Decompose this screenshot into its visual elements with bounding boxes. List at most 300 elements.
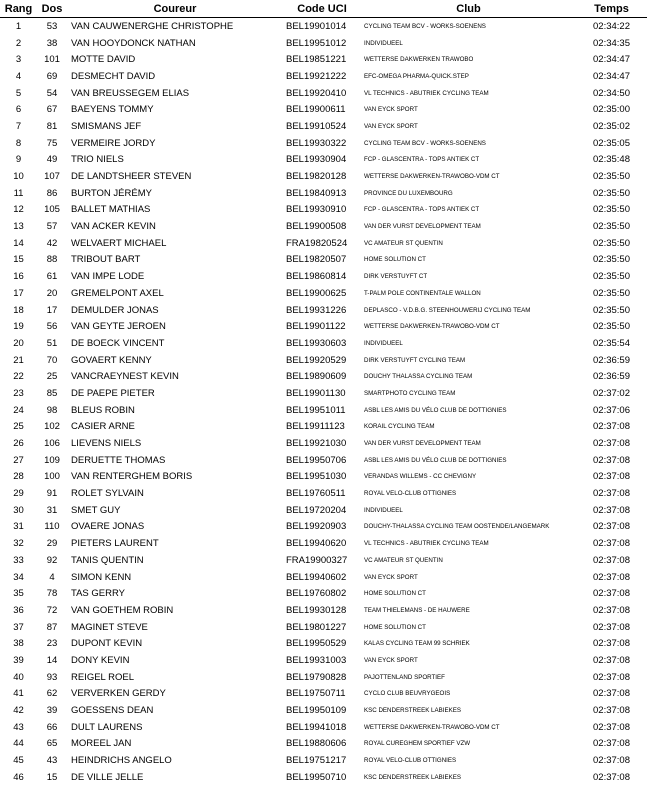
cell-dos: 91	[46, 488, 58, 500]
cell-rang: 42	[13, 705, 24, 717]
cell-dos: 54	[46, 87, 58, 99]
cell-uci: BEL19951011	[286, 404, 346, 416]
table-row	[0, 736, 647, 753]
cell-club: ASBL LES AMIS DU VÉLO CLUB DE DOTTIGNIES	[364, 406, 507, 414]
cell-temps: 02:35:54	[593, 337, 630, 349]
cell-club: VC AMATEUR ST QUENTIN	[364, 556, 443, 564]
table-row	[0, 352, 647, 369]
cell-uci: BEL19750711	[286, 688, 346, 700]
cell-uci: BEL19940602	[286, 571, 347, 583]
cell-temps: 02:37:08	[593, 654, 630, 666]
table-row	[0, 118, 647, 135]
cell-uci: BEL19720204	[286, 504, 347, 516]
cell-coureur: ROLET SYLVAIN	[71, 488, 144, 500]
cell-coureur: PIETERS LAURENT	[71, 538, 159, 550]
cell-rang: 45	[13, 755, 24, 767]
cell-rang: 24	[13, 404, 24, 416]
cell-club: ROYAL CUREGHEM SPORTIEF VZW	[364, 740, 471, 748]
cell-temps: 02:37:08	[593, 454, 630, 466]
cell-temps: 02:34:22	[593, 20, 630, 32]
cell-temps: 02:37:02	[593, 387, 630, 399]
cell-temps: 02:37:08	[593, 571, 630, 583]
cell-club: DIRK VERSTUYFT CT	[364, 273, 428, 281]
table-row	[0, 335, 647, 352]
cell-rang: 40	[13, 671, 24, 683]
cell-rang: 30	[13, 504, 24, 516]
cell-dos: 85	[46, 387, 58, 399]
cell-coureur: MAGINET STEVE	[71, 621, 148, 633]
table-row	[0, 85, 647, 102]
cell-uci: BEL19941018	[286, 721, 347, 733]
cell-dos: 106	[44, 438, 60, 450]
cell-rang: 26	[13, 438, 24, 450]
cell-dos: 20	[46, 287, 58, 299]
cell-uci: BEL19920903	[286, 521, 347, 533]
cell-uci: BEL19900508	[286, 221, 347, 233]
table-row	[0, 485, 647, 502]
cell-club: VAN DER VURST DEVELOPMENT TEAM	[364, 223, 481, 231]
cell-club: DIRK VERSTUYFT CYCLING TEAM	[364, 356, 466, 364]
cell-club: DEPLASCO - V.D.B.G. STEENHOUWERIJ CYCLING TEAM	[364, 306, 531, 314]
table-row	[0, 469, 647, 486]
cell-coureur: MOREEL JAN	[71, 738, 132, 750]
cell-uci: BEL19880606	[286, 738, 347, 750]
cell-uci: BEL19851221	[286, 54, 347, 66]
cell-coureur: VAN BREUSSEGEM ELIAS	[71, 87, 190, 99]
cell-uci: BEL19901122	[286, 321, 346, 333]
cell-club: HOME SOLUTION CT	[364, 590, 426, 598]
cell-temps: 02:37:08	[593, 521, 630, 533]
cell-dos: 25	[46, 371, 58, 383]
table-row	[0, 552, 647, 569]
cell-rang: 5	[15, 87, 22, 99]
cell-dos: 23	[46, 638, 58, 650]
cell-coureur: DERUETTE THOMAS	[71, 454, 166, 466]
cell-dos: 49	[46, 154, 58, 166]
cell-uci: BEL19940620	[286, 538, 347, 550]
cell-coureur: VAN RENTERGHEM BORIS	[71, 471, 193, 483]
cell-coureur: MOTTE DAVID	[71, 54, 136, 66]
cell-coureur: BALLET MATHIAS	[71, 204, 151, 216]
cell-rang: 12	[13, 204, 24, 216]
cell-club: WETTERSE DAKWERKEN-TRAWOBO-VDM CT	[364, 723, 500, 731]
cell-coureur: DUPONT KEVIN	[71, 638, 143, 650]
header-dos: Dos	[37, 0, 67, 18]
cell-temps: 02:37:08	[593, 771, 630, 783]
cell-temps: 02:37:08	[593, 504, 630, 516]
cell-rang: 43	[13, 721, 24, 733]
cell-rang: 36	[13, 604, 24, 616]
cell-coureur: GREMELPONT AXEL	[71, 287, 164, 299]
header-uci: Code UCI	[283, 0, 361, 18]
cell-coureur: TRIO NIELS	[71, 154, 124, 166]
cell-dos: 78	[46, 588, 58, 600]
table-row	[0, 619, 647, 636]
cell-club: WETTERSE DAKWERKEN TRAWOBO	[364, 56, 474, 64]
cell-rang: 31	[13, 521, 24, 533]
cell-rang: 13	[13, 221, 24, 233]
table-row	[0, 168, 647, 185]
cell-rang: 39	[13, 654, 24, 666]
cell-rang: 8	[15, 137, 22, 149]
table-row	[0, 385, 647, 402]
cell-dos: 62	[46, 688, 58, 700]
cell-uci: BEL19860814	[286, 271, 347, 283]
cell-rang: 10	[13, 171, 24, 183]
cell-dos: 105	[44, 204, 60, 216]
table-row	[0, 635, 647, 652]
cell-dos: 53	[46, 20, 58, 32]
table-row	[0, 368, 647, 385]
cell-dos: 88	[46, 254, 58, 266]
cell-temps: 02:35:50	[593, 204, 630, 216]
cell-uci: BEL19930910	[286, 204, 347, 216]
cell-rang: 38	[13, 638, 24, 650]
cell-rang: 15	[13, 254, 24, 266]
cell-temps: 02:37:08	[593, 621, 630, 633]
cell-club: INDIVIDUEEL	[364, 506, 403, 514]
cell-coureur: VERVERKEN GERDY	[71, 688, 166, 700]
cell-uci: BEL19890609	[286, 371, 347, 383]
cell-temps: 02:37:08	[593, 671, 630, 683]
table-row	[0, 268, 647, 285]
table-row	[0, 285, 647, 302]
cell-club: FCP - GLASCENTRA - TOPS ANTIEK CT	[364, 206, 480, 214]
cell-temps: 02:37:08	[593, 705, 630, 717]
cell-rang: 2	[15, 37, 22, 49]
table-row	[0, 585, 647, 602]
cell-uci: BEL19930603	[286, 337, 347, 349]
cell-club: ROYAL VELO-CLUB OTTIGNIES	[364, 757, 457, 765]
cell-dos: 107	[44, 171, 60, 183]
cell-uci: BEL19931003	[286, 654, 347, 666]
table-row	[0, 535, 647, 552]
cell-rang: 4	[15, 70, 22, 82]
cell-rang: 35	[13, 588, 24, 600]
table-row	[0, 68, 647, 85]
header-row	[0, 0, 647, 18]
cell-uci: BEL19901130	[286, 387, 346, 399]
table-row	[0, 35, 647, 52]
cell-rang: 18	[13, 304, 24, 316]
cell-uci: BEL19900625	[286, 287, 347, 299]
cell-club: ROYAL VELO-CLUB OTTIGNIES	[364, 490, 457, 498]
table-row	[0, 235, 647, 252]
header-temps: Temps	[576, 0, 647, 18]
header-club: Club	[361, 0, 576, 18]
cell-club: CYCLING TEAM BCV - WORKS-SOENENS	[364, 22, 486, 30]
cell-temps: 02:37:06	[593, 404, 630, 416]
table-row	[0, 519, 647, 536]
cell-coureur: DE BOECK VINCENT	[71, 337, 165, 349]
cell-temps: 02:35:50	[593, 221, 630, 233]
cell-coureur: VAN CAUWENERGHE CHRISTOPHE	[71, 20, 234, 32]
cell-coureur: BAEYENS TOMMY	[71, 104, 154, 116]
cell-club: DOUCHY THALASSA CYCLING TEAM	[364, 373, 473, 381]
cell-temps: 02:34:35	[593, 37, 630, 49]
cell-dos: 38	[46, 37, 58, 49]
cell-temps: 02:37:08	[593, 755, 630, 767]
cell-club: VL TECHNICS - ABUTRIEK CYCLING TEAM	[364, 89, 489, 97]
cell-rang: 27	[13, 454, 24, 466]
cell-coureur: VAN GEYTE JEROEN	[71, 321, 166, 333]
cell-dos: 51	[46, 337, 58, 349]
cell-temps: 02:35:50	[593, 187, 630, 199]
table-row	[0, 569, 647, 586]
cell-dos: 101	[44, 54, 60, 66]
cell-dos: 61	[46, 271, 58, 283]
cell-rang: 34	[13, 571, 24, 583]
cell-coureur: DULT LAURENS	[71, 721, 143, 733]
cell-coureur: VAN IMPE LODE	[71, 271, 145, 283]
cell-club: PAJOTTENLAND SPORTIEF	[364, 673, 445, 681]
cell-dos: 14	[46, 654, 58, 666]
cell-uci: BEL19801227	[286, 621, 347, 633]
cell-rang: 32	[13, 538, 24, 550]
cell-temps: 02:35:02	[593, 120, 630, 132]
cell-coureur: TANIS QUENTIN	[71, 554, 144, 566]
cell-temps: 02:37:08	[593, 688, 630, 700]
cell-rang: 22	[13, 371, 24, 383]
cell-uci: BEL19930904	[286, 154, 347, 166]
cell-temps: 02:37:08	[593, 738, 630, 750]
cell-coureur: VAN ACKER KEVIN	[71, 221, 156, 233]
cell-uci: BEL19760802	[286, 588, 347, 600]
cell-club: VAN EYCK SPORT	[364, 656, 418, 664]
cell-temps: 02:37:08	[593, 488, 630, 500]
cell-dos: 98	[46, 404, 58, 416]
cell-uci: BEL19751217	[286, 755, 347, 767]
cell-rang: 21	[13, 354, 24, 366]
cell-dos: 4	[49, 571, 55, 583]
cell-coureur: CASIER ARNE	[71, 421, 135, 433]
cell-coureur: VERMEIRE JORDY	[71, 137, 156, 149]
cell-rang: 37	[13, 621, 24, 633]
cell-club: WETTERSE DAKWERKEN-TRAWOBO-VDM CT	[364, 323, 500, 331]
cell-temps: 02:34:47	[593, 54, 630, 66]
table-row	[0, 302, 647, 319]
cell-coureur: TAS GERRY	[71, 588, 126, 600]
cell-coureur: LIEVENS NIELS	[71, 438, 142, 450]
table-row	[0, 652, 647, 669]
cell-dos: 56	[46, 321, 58, 333]
cell-club: PROVINCE DU LUXEMBOURG	[364, 189, 453, 197]
cell-coureur: BURTON JÉRÉMY	[71, 187, 152, 199]
cell-coureur: WELVAERT MICHAEL	[71, 237, 167, 249]
cell-rang: 7	[15, 120, 22, 132]
cell-rang: 14	[13, 237, 24, 249]
cell-club: VAN DER VURST DEVELOPMENT TEAM	[364, 440, 481, 448]
cell-club: VAN EYCK SPORT	[364, 122, 418, 130]
table-row	[0, 686, 647, 703]
cell-club: DOUCHY-THALASSA CYCLING TEAM OOSTENDE/LANGEMARK	[364, 523, 550, 531]
cell-temps: 02:35:50	[593, 254, 630, 266]
cell-dos: 75	[46, 137, 58, 149]
cell-temps: 02:37:08	[593, 638, 630, 650]
table-row	[0, 452, 647, 469]
cell-dos: 17	[46, 304, 58, 316]
cell-coureur: REIGEL ROEL	[71, 671, 135, 683]
cell-rang: 33	[13, 554, 24, 566]
cell-coureur: DE LANDTSHEER STEVEN	[71, 171, 192, 183]
cell-uci: BEL19921222	[286, 70, 347, 82]
cell-temps: 02:37:08	[593, 471, 630, 483]
cell-uci: BEL19760511	[286, 488, 346, 500]
cell-dos: 15	[46, 771, 58, 783]
cell-rang: 17	[13, 287, 24, 299]
cell-coureur: DE PAEPE PIETER	[71, 387, 155, 399]
cell-coureur: HEINDRICHS ANGELO	[71, 755, 172, 767]
cell-club: HOME SOLUTION CT	[364, 623, 426, 631]
cell-club: VERANDAS WILLEMS - CC CHEVIGNY	[364, 473, 477, 481]
cell-club: INDIVIDUEEL	[364, 339, 403, 347]
cell-uci: BEL19901014	[286, 20, 347, 32]
cell-dos: 66	[46, 721, 58, 733]
cell-temps: 02:35:48	[593, 154, 630, 166]
cell-uci: BEL19921030	[286, 438, 347, 450]
cell-club: KSC DENDERSTREEK LABIEKES	[364, 773, 461, 781]
cell-coureur: SMET GUY	[71, 504, 121, 516]
table-row	[0, 202, 647, 219]
cell-club: KSC DENDERSTREEK LABIEKES	[364, 707, 461, 715]
table-row	[0, 602, 647, 619]
cell-uci: FRA19820524	[286, 237, 348, 249]
cell-uci: BEL19920529	[286, 354, 347, 366]
cell-club: KALAS CYCLING TEAM 99 SCHRIEK	[364, 640, 470, 648]
header-rang: Rang	[0, 0, 37, 18]
cell-club: HOME SOLUTION CT	[364, 256, 426, 264]
cell-uci: BEL19950109	[286, 705, 347, 717]
cell-coureur: DONY KEVIN	[71, 654, 130, 666]
table-row	[0, 152, 647, 169]
table-row	[0, 502, 647, 519]
cell-coureur: VAN HOOYDONCK NATHAN	[71, 37, 196, 49]
cell-temps: 02:35:50	[593, 271, 630, 283]
cell-uci: BEL19930322	[286, 137, 347, 149]
cell-dos: 100	[44, 471, 60, 483]
cell-uci: BEL19950706	[286, 454, 347, 466]
cell-temps: 02:37:08	[593, 588, 630, 600]
cell-dos: 87	[46, 621, 58, 633]
cell-uci: BEL19820507	[286, 254, 347, 266]
cell-club: VAN EYCK SPORT	[364, 573, 418, 581]
cell-dos: 81	[46, 120, 58, 132]
cell-rang: 16	[13, 271, 24, 283]
cell-coureur: SMISMANS JEF	[71, 120, 142, 132]
cell-coureur: VAN GOETHEM ROBIN	[71, 604, 174, 616]
table-row	[0, 435, 647, 452]
cell-uci: BEL19950529	[286, 638, 347, 650]
cell-club: KORAIL CYCLING TEAM	[364, 423, 435, 431]
cell-coureur: DEMULDER JONAS	[71, 304, 159, 316]
table-row	[0, 101, 647, 118]
table-row	[0, 702, 647, 719]
cell-temps: 02:34:50	[593, 87, 630, 99]
cell-rang: 6	[15, 104, 22, 116]
cell-temps: 02:37:08	[593, 554, 630, 566]
cell-coureur: GOESSENS DEAN	[71, 705, 154, 717]
cell-rang: 19	[13, 321, 24, 333]
table-row	[0, 419, 647, 436]
cell-rang: 28	[13, 471, 24, 483]
table-row	[0, 185, 647, 202]
cell-club: VC AMATEUR ST QUENTIN	[364, 239, 443, 247]
cell-rang: 46	[13, 771, 24, 783]
table-row	[0, 669, 647, 686]
cell-temps: 02:35:50	[593, 287, 630, 299]
cell-club: T-PALM POLE CONTINENTALE WALLON	[364, 289, 481, 297]
cell-dos: 92	[46, 554, 58, 566]
cell-club: EFC-OMEGA PHARMA-QUICK.STEP	[364, 72, 469, 80]
table-row	[0, 318, 647, 335]
table-row	[0, 719, 647, 736]
cell-temps: 02:35:05	[593, 137, 630, 149]
cell-uci: BEL19950710	[286, 771, 347, 783]
cell-temps: 02:36:59	[593, 354, 630, 366]
cell-rang: 29	[13, 488, 24, 500]
table-row	[0, 402, 647, 419]
cell-club: CYCLO CLUB BEUVRYGEOIS	[364, 690, 451, 698]
cell-coureur: GOVAERT KENNY	[71, 354, 152, 366]
cell-uci: BEL19910524	[286, 120, 347, 132]
cell-uci: BEL19911123	[286, 421, 345, 433]
cell-uci: BEL19790828	[286, 671, 347, 683]
cell-coureur: SIMON KENN	[71, 571, 132, 583]
cell-rang: 1	[15, 20, 22, 32]
cell-uci: BEL19951030	[286, 471, 347, 483]
cell-dos: 72	[46, 604, 58, 616]
cell-coureur: VANCRAEYNEST KEVIN	[71, 371, 179, 383]
cell-dos: 110	[44, 521, 60, 533]
cell-temps: 02:35:50	[593, 171, 630, 183]
cell-dos: 43	[46, 755, 58, 767]
cell-dos: 29	[46, 538, 58, 550]
cell-rang: 11	[13, 187, 24, 199]
cell-uci: BEL19931226	[286, 304, 347, 316]
cell-rang: 44	[13, 738, 24, 750]
cell-uci: BEL19920410	[286, 87, 347, 99]
cell-dos: 65	[46, 738, 58, 750]
cell-rang: 3	[15, 54, 22, 66]
cell-dos: 86	[46, 187, 58, 199]
cell-dos: 69	[46, 70, 58, 82]
cell-club: VAN EYCK SPORT	[364, 106, 418, 114]
table-row	[0, 18, 647, 35]
cell-dos: 109	[44, 454, 60, 466]
cell-rang: 23	[13, 387, 24, 399]
cell-dos: 39	[46, 705, 58, 717]
header-coureur: Coureur	[67, 0, 283, 18]
cell-coureur: DESMECHT DAVID	[71, 70, 156, 82]
cell-dos: 57	[46, 221, 58, 233]
cell-uci: BEL19820128	[286, 171, 347, 183]
table-row	[0, 252, 647, 269]
cell-rang: 9	[15, 154, 22, 166]
table-row	[0, 218, 647, 235]
cell-uci: BEL19930128	[286, 604, 347, 616]
cell-dos: 102	[44, 421, 60, 433]
cell-rang: 25	[13, 421, 24, 433]
table-row	[0, 135, 647, 152]
cell-temps: 02:37:08	[593, 604, 630, 616]
cell-temps: 02:35:50	[593, 304, 630, 316]
cell-dos: 31	[46, 504, 58, 516]
cell-temps: 02:37:08	[593, 421, 630, 433]
cell-temps: 02:35:50	[593, 321, 630, 333]
cell-uci: BEL19840913	[286, 187, 347, 199]
table-row	[0, 752, 647, 769]
cell-club: SMARTPHOTO CYCLING TEAM	[364, 389, 456, 397]
